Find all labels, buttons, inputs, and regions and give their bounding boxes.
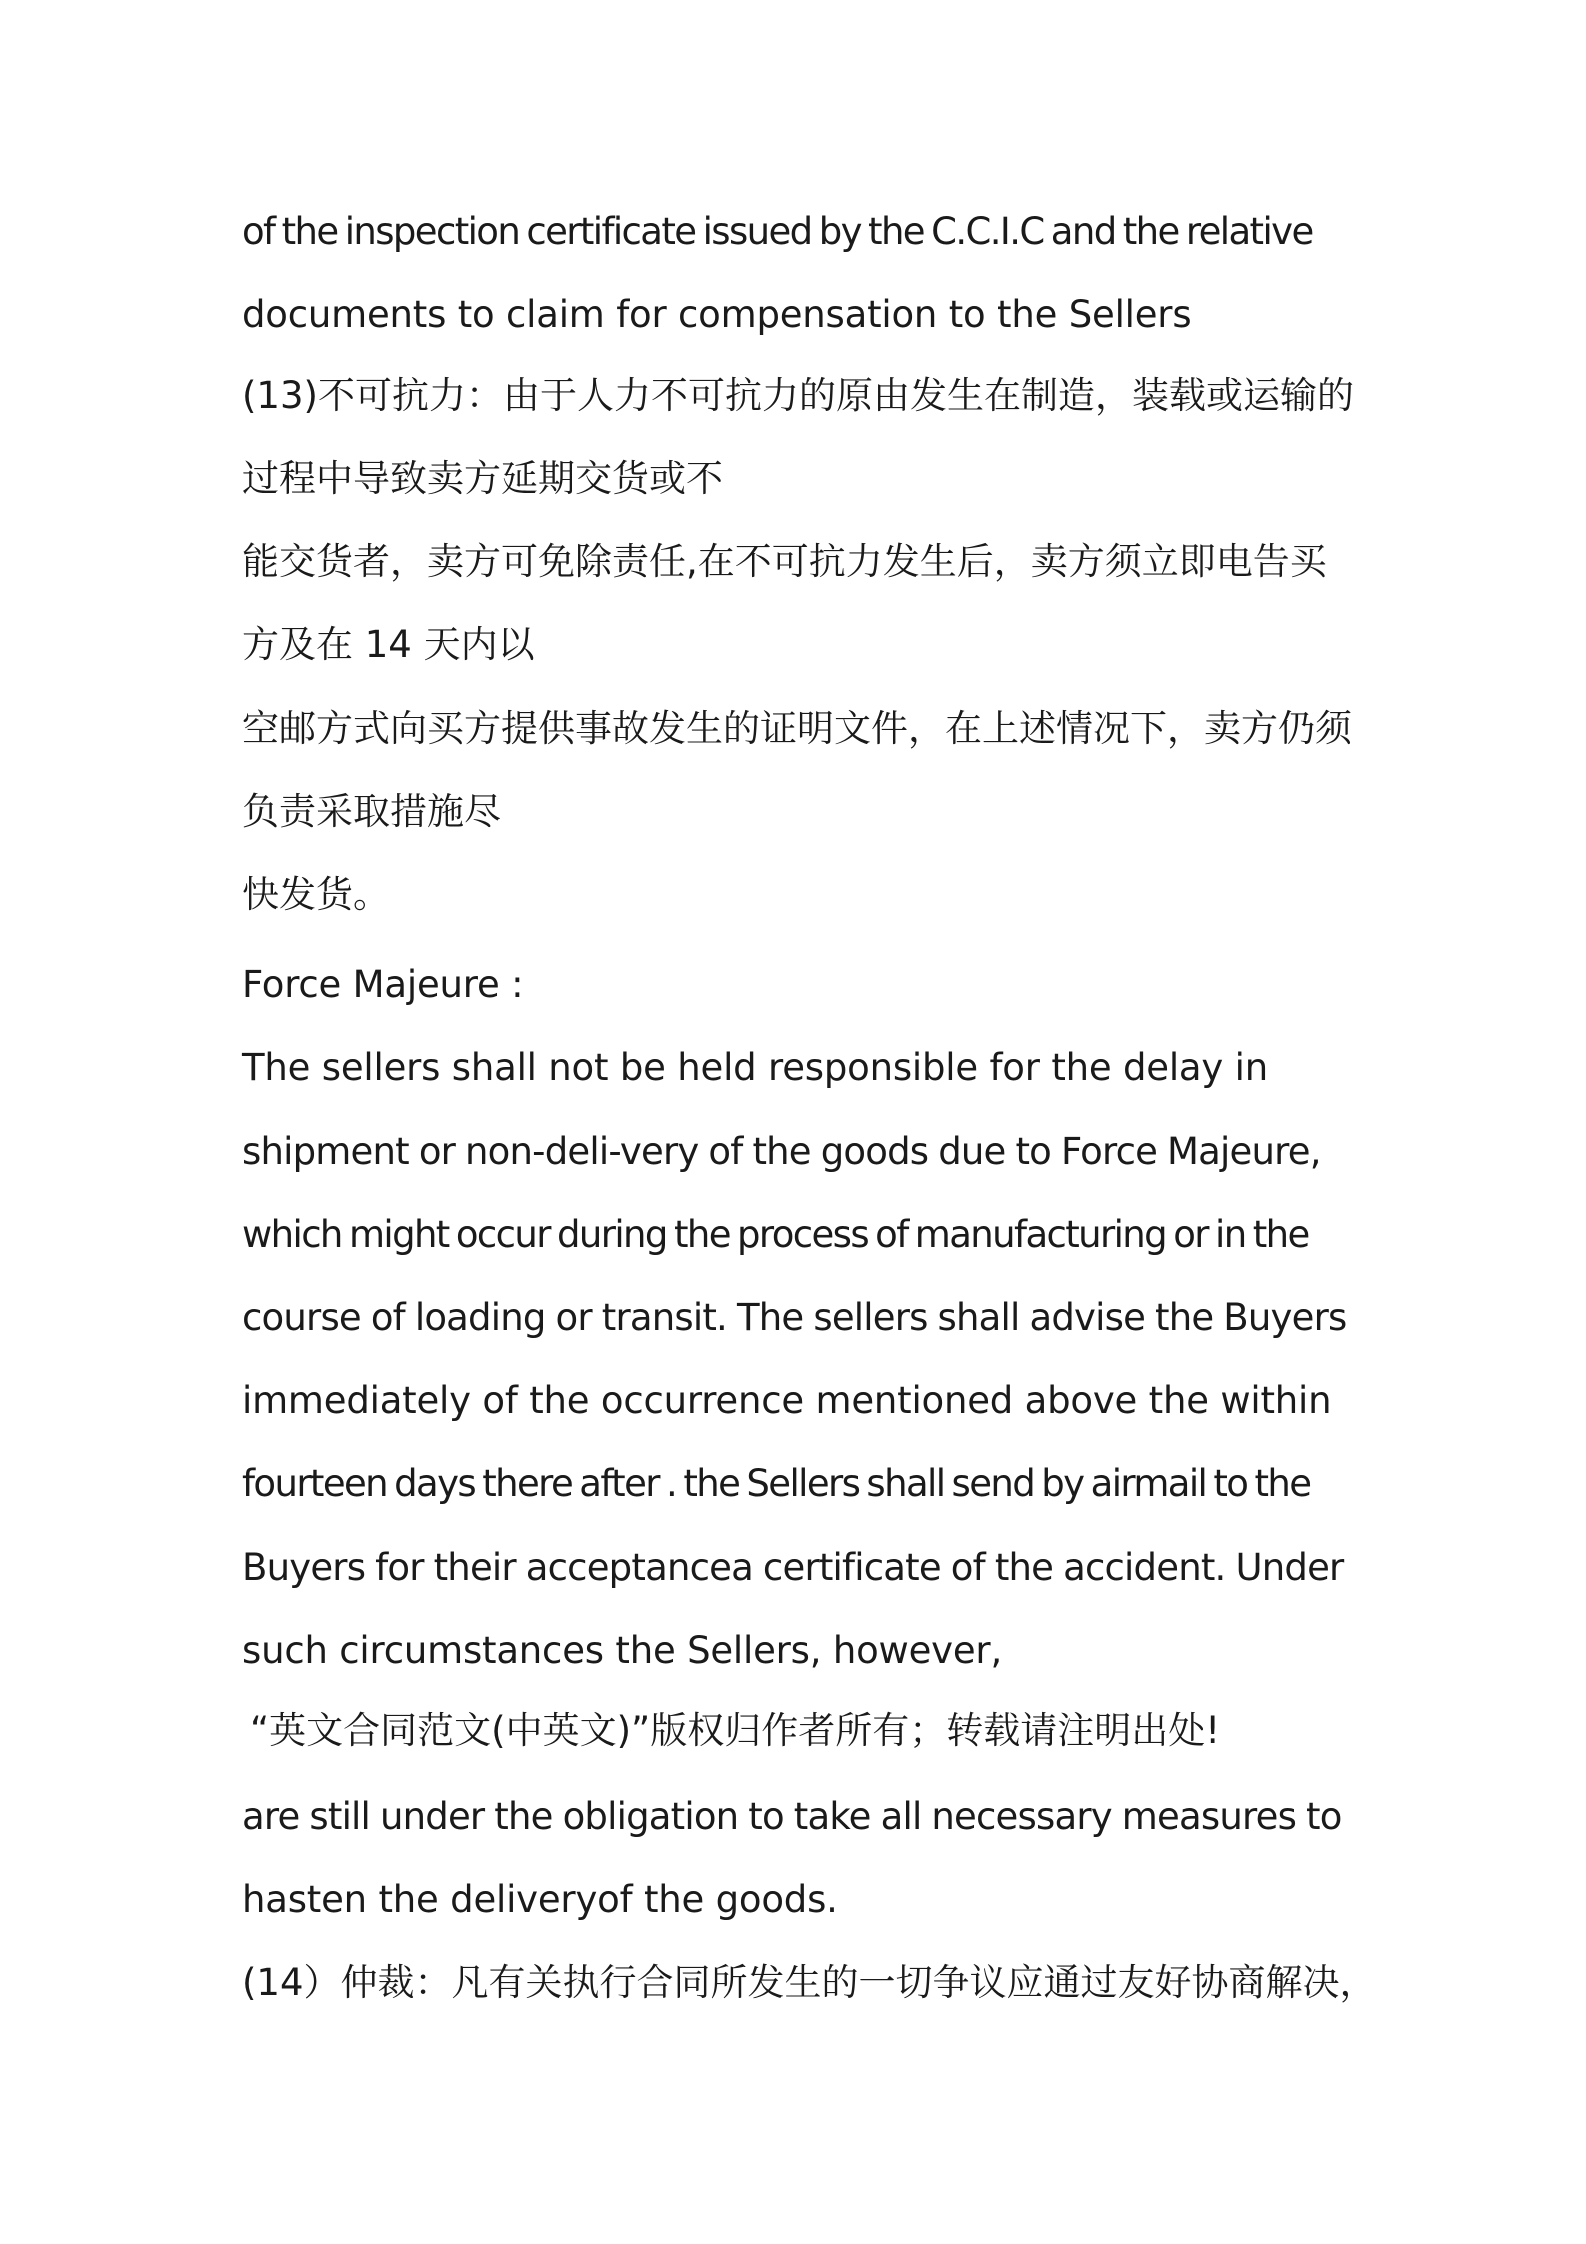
text-line: 过程中导致卖方延期交货或不 (242, 457, 723, 500)
text-line: of the inspection certificate issued by the C.C.I.C and the relative (242, 210, 1313, 253)
text-line: (13)不可抗力：由于人力不可抗力的原由发生在制造，装载或运输的 (242, 374, 1354, 417)
text-line: shipment or non-deli-very of the goods due to Force Majeure, (242, 1130, 1321, 1173)
text-line: 空邮方式向买方提供事故发生的证明文件，在上述情况下，卖方仍须 (242, 707, 1352, 750)
text-line: 方及在 14 天内以 (242, 623, 535, 666)
text-line: hasten the deliveryof the goods. (242, 1878, 838, 1921)
text-line: immediately of the occurrence mentioned above the within (242, 1379, 1332, 1422)
text-line: Buyers for their acceptancea certificate of the accident. Under (242, 1546, 1344, 1589)
text-line: such circumstances the Sellers, however, (242, 1629, 1003, 1672)
section-heading: Force Majeure : (242, 963, 524, 1006)
copyright-notice: “英文合同范文(中英文)”版权归作者所有；转载请注明出处! (250, 1709, 1221, 1752)
text-line: which might occur during the process of manufacturing or in the (242, 1213, 1309, 1256)
text-line: (14）仲裁：凡有关执行合同所发生的一切争议应通过友好协商解决， (242, 1961, 1377, 2004)
text-line: course of loading or transit. The sellers shall advise the Buyers (242, 1296, 1347, 1339)
text-line: 能交货者，卖方可免除责任,在不可抗力发生后，卖方须立即电告买 (242, 540, 1327, 583)
text-line: 快发货。 (242, 873, 390, 916)
text-line: 负责采取措施尽 (242, 790, 501, 833)
text-line: The sellers shall not be held responsible for the delay in (242, 1046, 1268, 1089)
text-line: are still under the obligation to take all necessary measures to (242, 1795, 1342, 1838)
text-line: documents to claim for compensation to the Sellers (242, 293, 1192, 336)
text-line: fourteen days there after . the Sellers shall send by airmail to the (242, 1462, 1311, 1505)
